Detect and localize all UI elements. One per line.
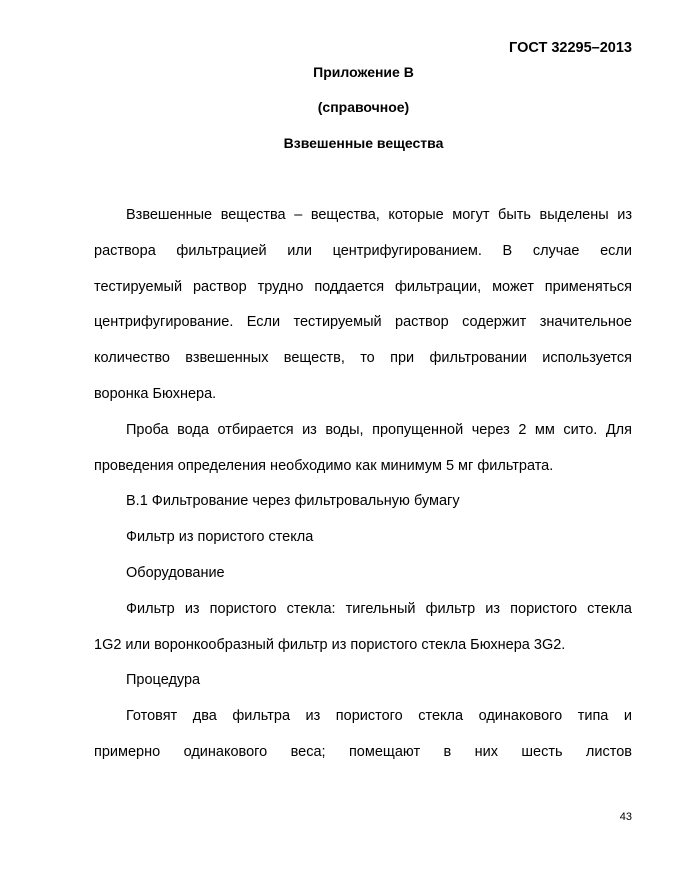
appendix-kind: (справочное) — [317, 99, 410, 115]
text-line: Фильтр из пористого стекла: тигельный фильтр из пористого стекла — [126, 600, 632, 617]
text-line: количество взвешенных веществ, то при фильтровании используется — [94, 350, 632, 367]
text-line: 1G2 или воронкообразный фильтр из пористого стекла Бюхнера 3G2. — [94, 636, 566, 653]
page-number: 43 — [619, 811, 632, 823]
text-line: Готовят два фильтра из пористого стекла одинакового типа и — [126, 708, 632, 725]
text-line: тестируемый раствор трудно поддается фильтрации, может применяться — [94, 278, 632, 295]
subsection-heading: Процедура — [126, 672, 201, 689]
body-text — [94, 198, 632, 771]
text-line: Проба вода отбирается из воды, пропущенной через 2 мм сито. Для — [126, 421, 632, 438]
text-line: проведения определения необходимо как минимум 5 мг фильтрата. — [94, 457, 554, 474]
document-code: ГОСТ 32295–2013 — [509, 40, 632, 56]
text-line: Взвешенные вещества – вещества, которые могут быть выделены из — [126, 207, 632, 223]
text-line: воронка Бюхнера. — [94, 385, 217, 402]
section-heading: В.1 Фильтрование через фильтровальную бумагу — [126, 493, 460, 510]
appendix-subject: Взвешенные вещества — [283, 135, 444, 151]
text-line: примерно одинакового веса; помещают в них шесть листов — [94, 743, 632, 760]
subsection-heading: Оборудование — [126, 564, 225, 581]
subsection-heading: Фильтр из пористого стекла — [126, 529, 314, 546]
text-line: центрифугирование. Если тестируемый раствор содержит значительное — [94, 314, 632, 331]
text-line: раствора фильтрацией или центрифугированием. В случае если — [94, 242, 632, 259]
appendix-title: Приложение В — [313, 64, 414, 80]
